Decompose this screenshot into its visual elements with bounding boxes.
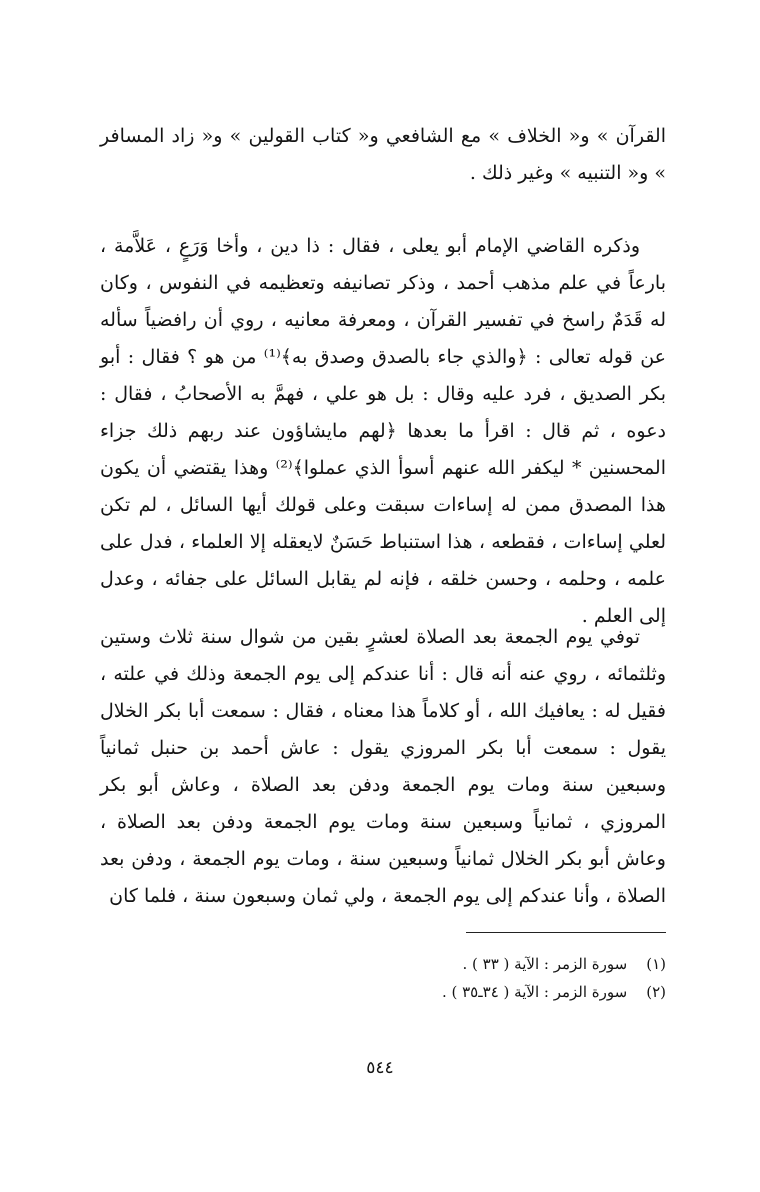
footnote-number: (١): [646, 955, 666, 973]
footnote-2: [300, 978, 666, 1006]
footnote-text: سورة الزمر : الآية ( ٣٣ ) .: [462, 955, 628, 973]
paragraph-text: وذكره القاضي الإمام أبو يعلى ، فقال : ذا دين ، وأخا وَرَعٍ ، عَلاَّمة ، بارعاً في علم مذهب أحمد ، وذكر تصانيفه وتعظيمه في النفوس ، وكان له قَدَمٌ راسخ في تفسير القرآن ، ومعرفة معانيه ، روي أن رافضياً سأله عن قوله تعالى : ﴿والذي جاء بالصدق وصدق به﴾⁽¹⁾ من هو ؟ فقال : أبو بكر الصديق ، فرد عليه وقال : بل هو علي ، فهمَّ به الأصحابُ ، فقال : دعوه ، ثم قال : اقرأ ما بعدها ﴿لهم مايشاؤون عند ربهم ذلك جزاء المحسنين * ليكفر الله عنهم أسوأ الذي عملوا﴾⁽²⁾ وهذا يقتضي أن يكون هذا المصدق ممن له إساءات سبقت وعلى قولك أيها السائل ، لم تكن لعلي إساءات ، فقطعه ، هذا استنباط حَسَنٌ لايعقله إلا العلماء ، فدل على علمه ، وحلمه ، وحسن خلقه ، فإنه لم يقابل السائل على جفائه ، وعدل إلى العلم .: [100, 235, 667, 627]
footnote-number: (٢): [646, 983, 666, 1001]
paragraph-text: القرآن » و« الخلاف » مع الشافعي و« كتاب القولين » و« زاد المسافر » و« التنبيه » وغير ذلك .: [100, 125, 666, 184]
footnotes: [300, 950, 666, 1006]
footnote-text: سورة الزمر : الآية ( ٣٤ـ٣٥ ) .: [441, 983, 628, 1001]
footnote-divider: [466, 932, 666, 933]
page-number: ٥٤٤: [366, 1058, 394, 1078]
paragraph-continuation: [100, 118, 666, 192]
paragraph-text: توفي يوم الجمعة بعد الصلاة لعشرٍ بقين من شوال سنة ثلاث وستين وثلثمائه ، روي عنه أنه قال : أنا عندكم إلى يوم الجمعة وذلك في علته ، فقيل له : يعافيك الله ، أو كلاماً هذا معناه ، فقال : سمعت أبا بكر الخلال يقول : سمعت أبا بكر المروزي يقول : عاش أحمد بن حنبل ثمانياً وسبعين سنة ومات يوم الجمعة ودفن بعد الصلاة ، وعاش أبو بكر المروزي ، ثمانياً وسبعين سنة ومات يوم الجمعة ودفن بعد الصلاة ، وعاش أبو بكر الخلال ثمانياً وسبعين سنة ، ومات يوم الجمعة ، ودفن بعد الصلاة ، وأنا عندكم إلى يوم الجمعة ، ولي ثمان وسبعون سنة ، فلما كان: [100, 626, 666, 907]
footnote-1: [300, 950, 666, 978]
paragraph-abu-yala: [100, 228, 666, 635]
paragraph-death: [100, 619, 666, 915]
